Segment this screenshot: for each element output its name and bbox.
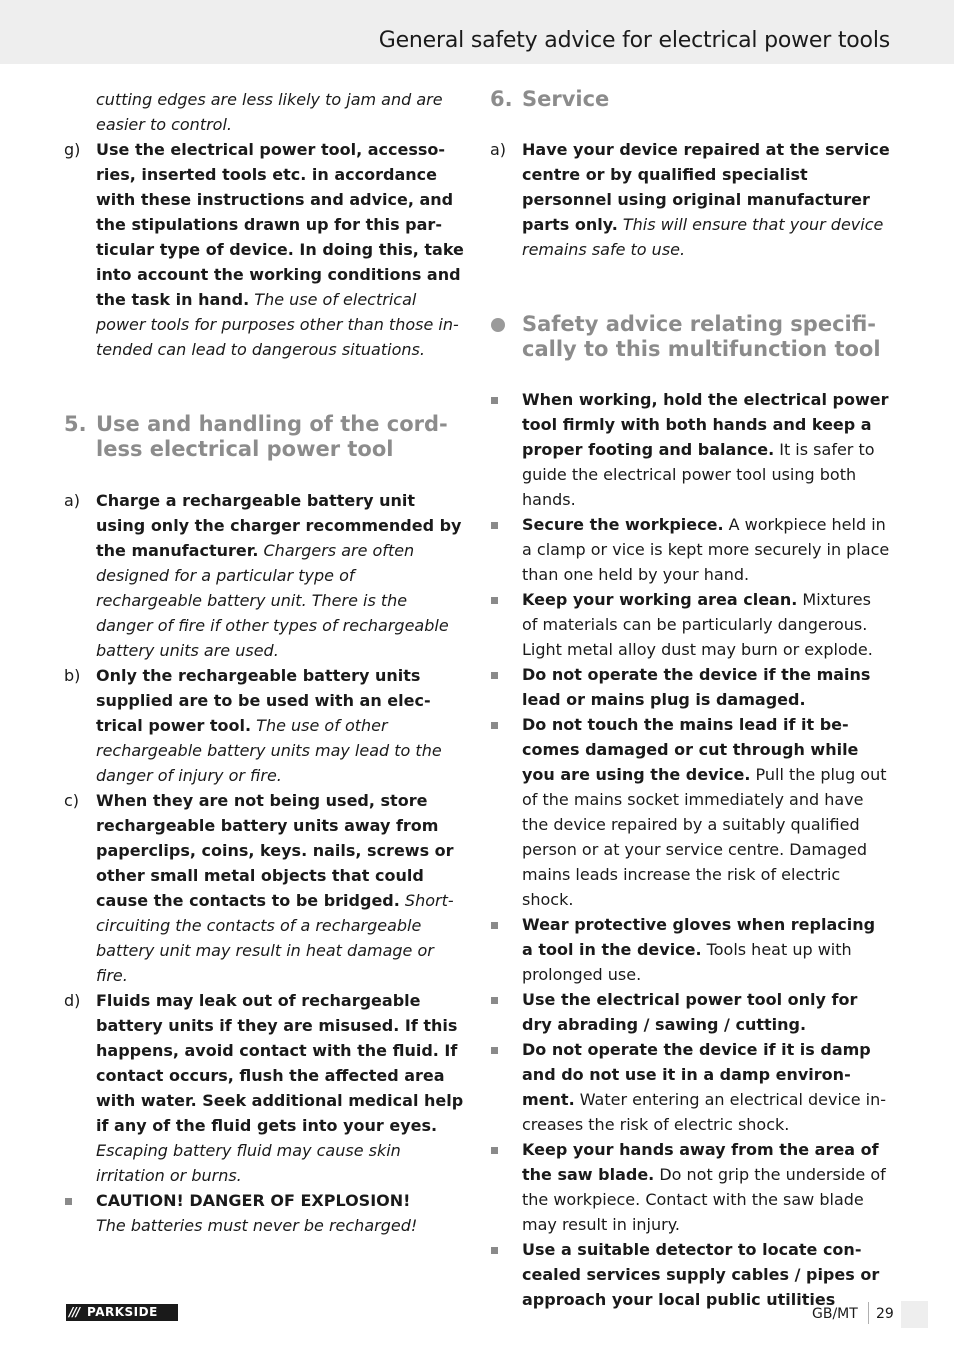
item-6a (490, 137, 890, 262)
page-header-title: General safety advice for electrical power tools (378, 28, 890, 53)
page-number: 29 (876, 1306, 894, 1322)
square-bullet-icon (491, 1147, 498, 1154)
item-body-text: Do not grip the underside of the workpiece. Contact with the saw blade may result in injury. (522, 1165, 886, 1234)
item-bold-text: Use a suitable detector to locate concealed services supply cables / pipes or approach your local public utilities (522, 1240, 880, 1309)
list-item (490, 1037, 890, 1137)
list-item (490, 387, 890, 512)
section-6-heading (490, 87, 890, 112)
item-bold-text: Have your device repaired at the service centre or by qualified specialist personnel using original manufacturer parts only. (522, 140, 890, 234)
item-bold-text: Do not touch the mains lead if it becomes damaged or cut through while you are using the device. (522, 715, 859, 784)
round-bullet-icon (491, 318, 505, 332)
item-marker: a) (490, 140, 507, 159)
item-bold-text: Fluids may leak out of rechargeable battery units if they are misused. If this happens, avoid contact with the fluid. If contact occurs, flush the affected area with water. Seek additional medical help if any of the fluid gets into your eyes. (96, 991, 464, 1135)
caution-item (64, 1188, 464, 1238)
footer-divider (868, 1302, 869, 1324)
item-5b (64, 663, 464, 788)
item-bold-text: Do not operate the device if it is damp and do not use it in a damp environment. (522, 1040, 871, 1109)
intro-text: cutting edges are less likely to jam and are easier to control. (96, 90, 443, 134)
specific-safety-heading (490, 312, 890, 362)
item-marker: d) (64, 991, 81, 1010)
item-body-text: Tools heat up with prolonged use. (522, 940, 852, 984)
square-bullet-icon (491, 597, 498, 604)
square-bullet-icon (491, 1047, 498, 1054)
item-marker: b) (64, 666, 81, 685)
item-body-text: Water entering an electrical device increases the risk of electric shock. (522, 1090, 887, 1134)
item-italic-text: The use of electrical power tools for purposes other than those intended can lead to dangerous situations. (96, 290, 459, 359)
item-5c (64, 788, 464, 988)
parkside-logo (66, 1304, 178, 1321)
logo-stripes: /// (69, 1305, 80, 1319)
item-bold-text: Use the electrical power tool, accessories, inserted tools etc. in accordance with these instructions and advice, and the stipulations drawn up for this particular type of device. In doing this, take into account the working conditions and the task in hand. (96, 140, 464, 309)
caution-bold-text: CAUTION! DANGER OF EXPLOSION! (96, 1191, 411, 1210)
item-body-text: Pull the plug out of the mains socket immediately and have the device repaired by a suitably qualified person or at your service centre. Damaged mains leads increase the risk of electric shock. (522, 765, 887, 909)
square-bullet-icon (491, 922, 498, 929)
list-item (490, 662, 890, 712)
list-item (490, 587, 890, 662)
list-item (490, 712, 890, 912)
section-title: Use and handling of the cordless electrical power tool (96, 412, 448, 461)
item-bold-text: Keep your hands away from the area of the saw blade. (522, 1140, 879, 1184)
left-column (64, 87, 464, 1238)
square-bullet-icon (491, 672, 498, 679)
item-bold-text: Keep your working area clean. (522, 590, 798, 609)
item-italic-text: This will ensure that your device remains safe to use. (522, 215, 884, 259)
item-bold-text: Secure the workpiece. (522, 515, 724, 534)
item-bold-text: When working, hold the electrical power tool firmly with both hands and keep a proper footing and balance. (522, 390, 889, 459)
section-number: 5. (64, 412, 87, 436)
item-italic-text: Chargers are often designed for a particular type of rechargeable battery unit. There is the danger of fire if other types of rechargeable battery units are used. (96, 541, 449, 660)
section-title: Safety advice relating specifically to this multifunction tool (522, 312, 881, 361)
square-bullet-icon (491, 722, 498, 729)
list-item (490, 512, 890, 587)
logo-text: PARKSIDE (87, 1305, 158, 1319)
square-bullet-icon (491, 1247, 498, 1254)
item-italic-text: The use of other rechargeable battery units may lead to the danger of injury or fire. (96, 716, 442, 785)
footer-tab-box (901, 1301, 928, 1328)
specific-safety-list (490, 387, 890, 1312)
list-item (490, 1237, 890, 1312)
item-5a (64, 488, 464, 663)
item-bold-text: Use the electrical power tool only for dry abrading / sawing / cutting. (522, 990, 858, 1034)
item-bold-text: Wear protective gloves when replacing a tool in the device. (522, 915, 876, 959)
right-column (490, 87, 890, 1312)
item-5d (64, 988, 464, 1188)
square-bullet-icon (491, 522, 498, 529)
item-body-text: A workpiece held in a clamp or vice is kept more securely in place than one held by your hand. (522, 515, 890, 584)
item-body-text: Mixtures of materials can be particularly dangerous. Light metal alloy dust may burn or explode. (522, 590, 873, 659)
item-bold-text: Do not operate the device if the mains lead or mains plug is damaged. (522, 665, 871, 709)
item-marker: c) (64, 791, 80, 810)
item-italic-text: Escaping battery fluid may cause skin irritation or burns. (96, 1141, 401, 1185)
list-item (490, 1137, 890, 1237)
language-code: GB/MT (812, 1306, 858, 1322)
item-bold-text: Only the rechargeable battery units supplied are to be used with an electrical power tool. (96, 666, 431, 735)
item-marker: g) (64, 140, 81, 159)
list-item (490, 912, 890, 987)
square-bullet-icon (491, 397, 498, 404)
square-bullet-icon (65, 1198, 72, 1205)
item-marker: a) (64, 491, 81, 510)
item-italic-text: Short-circuiting the contacts of a rechargeable battery unit may result in heat damage or fire. (96, 891, 454, 985)
section-title: Service (522, 87, 610, 111)
item-bold-text: When they are not being used, store rechargeable battery units away from paperclips, coins, keys. nails, screws or other small metal objects that could cause the contacts to be bridged. (96, 791, 454, 910)
item-bold-text: Charge a rechargeable battery unit using only the charger recommended by the manufacturer. (96, 491, 462, 560)
item-g (64, 137, 464, 362)
list-item (490, 987, 890, 1037)
section-5-heading (64, 412, 464, 462)
section-number: 6. (490, 87, 513, 111)
caution-italic-text: The batteries must never be recharged! (96, 1216, 418, 1235)
square-bullet-icon (491, 997, 498, 1004)
item-body-text: It is safer to guide the electrical power tool using both hands. (522, 440, 875, 509)
